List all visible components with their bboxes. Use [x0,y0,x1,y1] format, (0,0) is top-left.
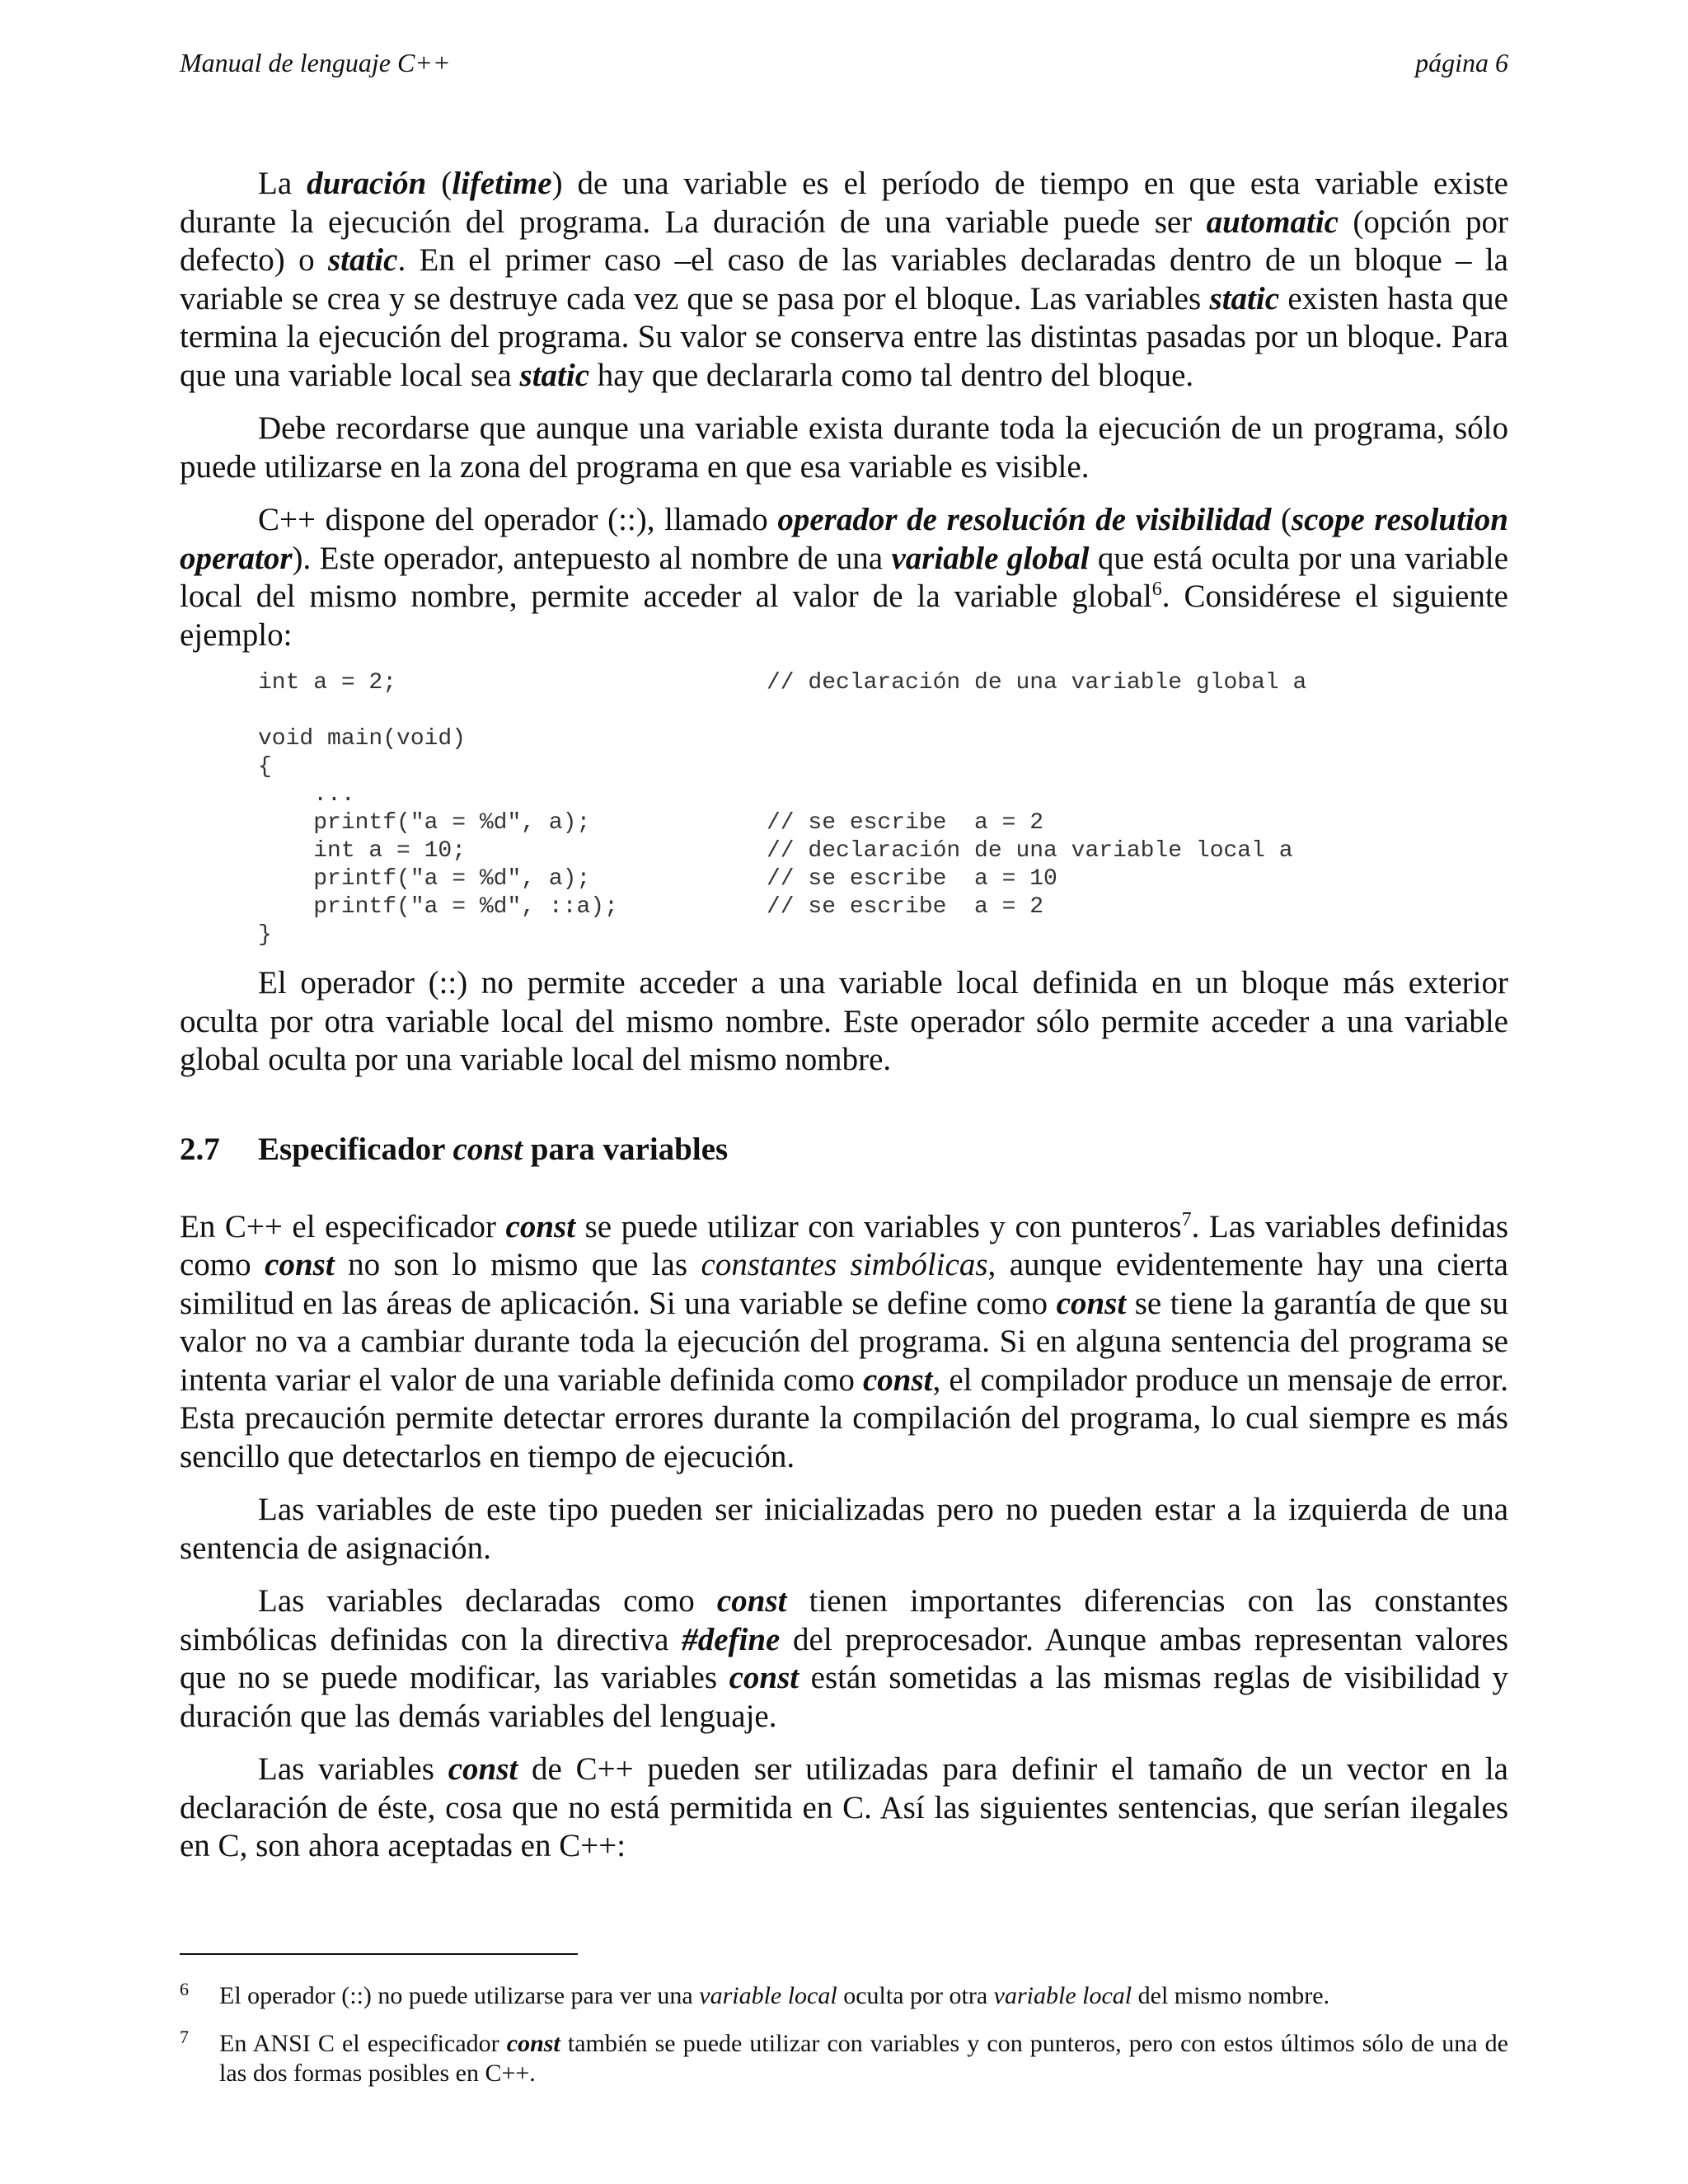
header-title: Manual de lenguaje C++ [180,48,451,77]
paragraph-operator-limits: El operador (::) no permite acceder a una variable local definida en un bloque más exterior oculta por otra variable local del mismo nombre. Este operador sólo permite acceder a una variable global oculta por una variable local del mismo nombre. [180,965,1508,1077]
paragraph-visibility: Debe recordarse que aunque una variable exista durante toda la ejecución de un programa, sólo puede utilizarse en la zona del programa en que esa variable es visible. [180,410,1508,485]
section-heading: 2.7 Especificador const para variables [180,1131,729,1167]
paragraph-initialization: Las variables de este tipo pueden ser inicializadas pero no pueden estar a la izquierda de una sentencia de asignación. [180,1492,1508,1566]
footnote-ref-7: 7 [1181,1208,1192,1230]
paragraph-const-vs-define: Las variables declaradas como const tienen importantes diferencias con las constantes simbólicas definidas con la directiva #define del preprocesador. Aunque ambas representan valores que no se puede modificar, las variables const están sometidas a las mismas reglas de visibilidad y duración que las demás variables del lenguaje. [180,1583,1508,1734]
page-body [180,165,1508,1881]
code-line: int a = 10; // declaración de una variable local a [258,838,1293,864]
code-line: } [258,922,272,948]
code-line: int a = 2; // declaración de una variable global a [258,670,1307,696]
footnote-separator [180,1953,578,1955]
footnote-ref-6: 6 [1151,579,1162,600]
paragraph-lifetime: La duración (lifetime) de una variable es el período de tiempo en que esta variable existe durante la ejecución del programa. La duración de una variable puede ser automatic (opción por defecto) o static. En el primer caso –el caso de las variables declaradas dentro de un bloque – la variable se crea y se destruye cada vez que se pasa por el bloque. Las variables static existen hasta que termina la ejecución del programa. Su valor se conserva entre las distintas pasadas por un bloque. Para que una variable local sea static hay que declararla como tal dentro del bloque. [180,166,1508,393]
header-page-number: página 6 [1415,48,1508,77]
footnote-6: 6 El operador (::) no puede utilizarse para ver una variable local oculta por otra variable local del mismo nombre. [180,1979,1330,2009]
code-line: void main(void) [258,726,467,752]
footnotes [180,1981,1508,2107]
paragraph-scope-operator: C++ dispone del operador (::), llamado operador de resolución de visibilidad (scope resolution operator). Este operador, antepuesto al nombre de una variable global que está oculta por una variable local del mismo nombre, permite acceder al valor de la variable global$^6$. Considérese el siguiente ejemplo: [180,502,1509,653]
code-line: printf("a = %d", a); // se escribe a = 2 [258,810,1044,836]
paragraph-const-intro: En C++ el especificador const se puede utilizar con variables y con punteros$^7$. Las variables definidas como const no son lo mismo que las constantes simbólicas, aunque evidentemente hay una cierta similitud en las áreas de aplicación. Si una variable se define como const se tiene la garantía de que su valor no va a cambiar durante toda la ejecución del programa. Si en alguna sentencia del programa se intenta variar el valor de una variable definida como const, el compilador produce un mensaje de error. Esta precaución permite detectar errores durante la compilación del programa, lo cual siempre es más sencillo que detectarlos en tiempo de ejecución. [180,1208,1509,1474]
code-line: printf("a = %d", a); // se escribe a = 10 [258,866,1057,892]
code-line: { [258,754,272,780]
footnote-7: 7 En ANSI C el especificador const también se puede utilizar con variables y con punteros, pero con estos últimos sólo de una de las dos formas posibles en C++. [180,2027,1508,2087]
paragraph-const-array-size: Las variables const de C++ pueden ser utilizadas para definir el tamaño de un vector en la declaración de éste, cosa que no está permitida en C. Así las siguientes sentencias, que serían ilegales en C, son ahora aceptadas en C++: [180,1751,1508,1863]
code-line: printf("a = %d", ::a); // se escribe a = 2 [258,894,1044,920]
code-line: ... [258,782,355,808]
code-example [258,669,1508,949]
